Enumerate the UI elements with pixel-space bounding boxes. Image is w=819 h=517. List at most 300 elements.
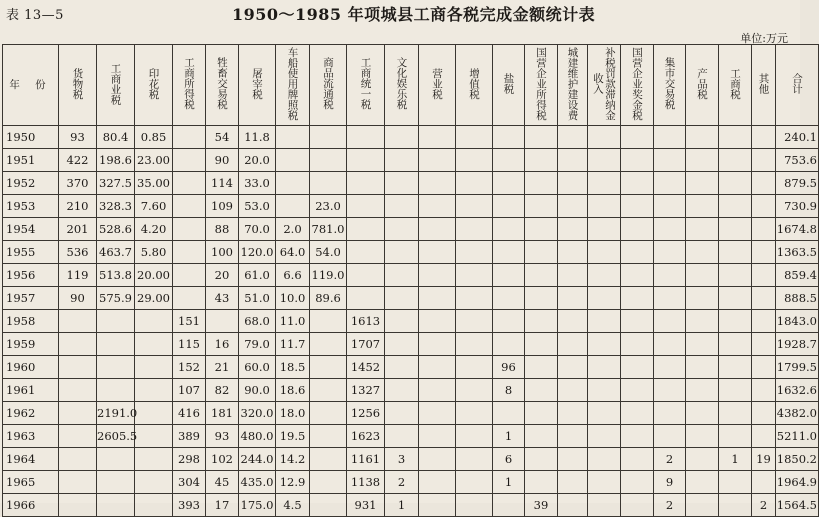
value-cell-bushui [588, 195, 621, 218]
value-cell-yan: 6 [493, 448, 525, 471]
total-cell: 4382.0 [776, 402, 819, 425]
table-row [3, 310, 819, 333]
value-cell-bushui [588, 126, 621, 149]
value-cell-bushui [588, 333, 621, 356]
value-cell-gongshang-suode [173, 126, 206, 149]
value-cell-huowu: 201 [59, 218, 97, 241]
value-cell-wenhua-yule: 3 [385, 448, 419, 471]
value-cell-chengjian [558, 471, 588, 494]
year-cell: 1958 [3, 310, 59, 333]
value-cell-guoying-jiangjin [621, 310, 654, 333]
value-cell-shangpin-liutong [310, 333, 347, 356]
value-cell-zengzhi [456, 149, 493, 172]
value-cell-yingye [419, 310, 456, 333]
value-cell-gongshangye: 463.7 [97, 241, 135, 264]
total-cell: 240.1 [776, 126, 819, 149]
value-cell-bushui [588, 287, 621, 310]
value-cell-qita: 2 [752, 494, 776, 517]
year-cell: 1953 [3, 195, 59, 218]
value-cell-yan [493, 333, 525, 356]
value-cell-guoying-jiangjin [621, 379, 654, 402]
value-cell-chengjian [558, 195, 588, 218]
value-cell-jishi-jiaoyi [654, 402, 686, 425]
value-cell-zengzhi [456, 356, 493, 379]
value-cell-chengjian [558, 356, 588, 379]
value-cell-tuzai: 79.0 [239, 333, 276, 356]
value-cell-shangpin-liutong: 119.0 [310, 264, 347, 287]
value-cell-gongshang [719, 264, 752, 287]
value-cell-gongshang-suode [173, 264, 206, 287]
value-cell-huowu: 422 [59, 149, 97, 172]
value-cell-zengzhi [456, 448, 493, 471]
value-cell-chanpin [686, 149, 719, 172]
value-cell-yingye [419, 494, 456, 517]
value-cell-yingye [419, 218, 456, 241]
column-header-label: 文化娱乐税 [395, 57, 408, 110]
value-cell-chengjian [558, 126, 588, 149]
value-cell-qita [752, 356, 776, 379]
year-cell: 1959 [3, 333, 59, 356]
value-cell-yinhua: 23.00 [135, 149, 173, 172]
value-cell-chengjian [558, 425, 588, 448]
value-cell-yinhua [135, 310, 173, 333]
value-cell-guoying-suode [525, 241, 558, 264]
column-header-label: 增值税 [468, 67, 480, 100]
table-row [3, 218, 819, 241]
table-row [3, 402, 819, 425]
value-cell-yinhua: 29.00 [135, 287, 173, 310]
column-header-label: 车船使用牌照税 [286, 46, 299, 121]
value-cell-gongshang-suode: 389 [173, 425, 206, 448]
value-cell-yinhua [135, 356, 173, 379]
value-cell-shangpin-liutong: 781.0 [310, 218, 347, 241]
value-cell-yingye [419, 402, 456, 425]
value-cell-huowu: 90 [59, 287, 97, 310]
value-cell-gongshang-suode [173, 149, 206, 172]
value-cell-yingye [419, 241, 456, 264]
year-cell: 1954 [3, 218, 59, 241]
value-cell-chanpin [686, 448, 719, 471]
value-cell-chanpin [686, 172, 719, 195]
value-cell-chechuan: 6.6 [276, 264, 310, 287]
column-header-label: 工商所得税 [183, 57, 195, 110]
value-cell-gongshang [719, 172, 752, 195]
year-cell: 1956 [3, 264, 59, 287]
value-cell-guoying-jiangjin [621, 149, 654, 172]
column-header-label: 印花税 [147, 67, 160, 100]
value-cell-gongshang-tongyi [347, 149, 385, 172]
value-cell-guoying-suode [525, 126, 558, 149]
value-cell-chengjian [558, 287, 588, 310]
value-cell-qita [752, 333, 776, 356]
value-cell-yinhua [135, 402, 173, 425]
column-header-label: 商品流通税 [322, 57, 334, 110]
value-cell-chengjian [558, 333, 588, 356]
column-header-label: 营业税 [431, 67, 443, 100]
value-cell-jishi-jiaoyi: 2 [654, 448, 686, 471]
value-cell-gongshangye: 528.6 [97, 218, 135, 241]
value-cell-gongshang-tongyi [347, 126, 385, 149]
year-cell: 1960 [3, 356, 59, 379]
value-cell-guoying-suode [525, 425, 558, 448]
value-cell-shangpin-liutong [310, 448, 347, 471]
value-cell-chanpin [686, 471, 719, 494]
value-cell-yan [493, 149, 525, 172]
value-cell-jishi-jiaoyi [654, 241, 686, 264]
value-cell-shengchu-jiaoyi: 17 [206, 494, 239, 517]
table-row [3, 195, 819, 218]
value-cell-yinhua: 0.85 [135, 126, 173, 149]
column-header-label: 工商税 [729, 67, 741, 100]
value-cell-jishi-jiaoyi: 2 [654, 494, 686, 517]
value-cell-chanpin [686, 195, 719, 218]
total-cell: 888.5 [776, 287, 819, 310]
value-cell-guoying-jiangjin [621, 471, 654, 494]
value-cell-wenhua-yule [385, 402, 419, 425]
value-cell-shangpin-liutong [310, 126, 347, 149]
value-cell-chanpin [686, 126, 719, 149]
value-cell-gongshangye: 198.6 [97, 149, 135, 172]
value-cell-guoying-suode: 39 [525, 494, 558, 517]
value-cell-wenhua-yule [385, 218, 419, 241]
value-cell-yingye [419, 356, 456, 379]
value-cell-yingye [419, 448, 456, 471]
value-cell-gongshang [719, 310, 752, 333]
value-cell-qita [752, 172, 776, 195]
value-cell-gongshangye: 2191.0 [97, 402, 135, 425]
value-cell-jishi-jiaoyi [654, 264, 686, 287]
value-cell-huowu [59, 356, 97, 379]
value-cell-yingye [419, 172, 456, 195]
value-cell-qita [752, 310, 776, 333]
value-cell-huowu [59, 471, 97, 494]
value-cell-yan [493, 241, 525, 264]
column-header-chanpin [686, 45, 719, 126]
value-cell-gongshang-tongyi: 1707 [347, 333, 385, 356]
value-cell-chechuan: 12.9 [276, 471, 310, 494]
value-cell-yingye [419, 333, 456, 356]
value-cell-yan [493, 218, 525, 241]
value-cell-wenhua-yule [385, 264, 419, 287]
value-cell-chengjian [558, 218, 588, 241]
year-cell: 1951 [3, 149, 59, 172]
table-body [3, 126, 819, 517]
value-cell-guoying-suode [525, 333, 558, 356]
value-cell-shengchu-jiaoyi: 21 [206, 356, 239, 379]
value-cell-gongshang-tongyi: 1452 [347, 356, 385, 379]
value-cell-gongshang-tongyi: 931 [347, 494, 385, 517]
value-cell-yingye [419, 126, 456, 149]
value-cell-tuzai: 33.0 [239, 172, 276, 195]
value-cell-gongshang-suode: 304 [173, 471, 206, 494]
value-cell-zengzhi [456, 494, 493, 517]
table-row [3, 471, 819, 494]
column-header-label: 国营企业奖金税 [631, 46, 643, 121]
column-header-zengzhi [456, 45, 493, 126]
value-cell-tuzai: 90.0 [239, 379, 276, 402]
total-cell: 1850.2 [776, 448, 819, 471]
value-cell-yan [493, 126, 525, 149]
year-cell: 1965 [3, 471, 59, 494]
value-cell-chechuan: 2.0 [276, 218, 310, 241]
year-cell: 1963 [3, 425, 59, 448]
value-cell-gongshangye [97, 310, 135, 333]
value-cell-huowu: 370 [59, 172, 97, 195]
value-cell-yinhua: 4.20 [135, 218, 173, 241]
value-cell-zengzhi [456, 264, 493, 287]
value-cell-shengchu-jiaoyi: 114 [206, 172, 239, 195]
value-cell-huowu: 119 [59, 264, 97, 287]
value-cell-gongshang [719, 195, 752, 218]
value-cell-shangpin-liutong [310, 310, 347, 333]
value-cell-wenhua-yule [385, 287, 419, 310]
value-cell-yan [493, 494, 525, 517]
column-header-shangpin-liutong [310, 45, 347, 126]
page-title: 1950～1985 年项城县工商各税完成金额统计表 [232, 5, 596, 24]
value-cell-guoying-jiangjin [621, 218, 654, 241]
value-cell-guoying-suode [525, 402, 558, 425]
value-cell-shengchu-jiaoyi: 93 [206, 425, 239, 448]
value-cell-guoying-suode [525, 448, 558, 471]
value-cell-wenhua-yule [385, 149, 419, 172]
value-cell-chechuan [276, 172, 310, 195]
value-cell-huowu [59, 448, 97, 471]
table-row [3, 333, 819, 356]
value-cell-gongshang-suode [173, 195, 206, 218]
value-cell-guoying-suode [525, 218, 558, 241]
value-cell-chechuan: 64.0 [276, 241, 310, 264]
column-header-tuzai [239, 45, 276, 126]
value-cell-huowu [59, 494, 97, 517]
table-row [3, 149, 819, 172]
value-cell-shengchu-jiaoyi: 181 [206, 402, 239, 425]
value-cell-tuzai: 120.0 [239, 241, 276, 264]
column-header-chechuan [276, 45, 310, 126]
value-cell-tuzai: 320.0 [239, 402, 276, 425]
column-header-wenhua-yule [385, 45, 419, 126]
value-cell-zengzhi [456, 333, 493, 356]
value-cell-bushui [588, 264, 621, 287]
value-cell-yingye [419, 195, 456, 218]
value-cell-guoying-suode [525, 264, 558, 287]
table-row [3, 264, 819, 287]
value-cell-guoying-jiangjin [621, 195, 654, 218]
value-cell-gongshang-suode: 107 [173, 379, 206, 402]
value-cell-yinhua: 35.00 [135, 172, 173, 195]
value-cell-yingye [419, 149, 456, 172]
value-cell-gongshangye: 575.9 [97, 287, 135, 310]
value-cell-guoying-suode [525, 195, 558, 218]
value-cell-gongshangye [97, 471, 135, 494]
value-cell-guoying-jiangjin [621, 172, 654, 195]
value-cell-huowu [59, 379, 97, 402]
value-cell-yinhua [135, 448, 173, 471]
value-cell-jishi-jiaoyi [654, 218, 686, 241]
value-cell-shangpin-liutong [310, 172, 347, 195]
value-cell-guoying-jiangjin [621, 356, 654, 379]
value-cell-shangpin-liutong: 54.0 [310, 241, 347, 264]
table-row [3, 287, 819, 310]
value-cell-tuzai: 53.0 [239, 195, 276, 218]
value-cell-yinhua [135, 333, 173, 356]
value-cell-bushui [588, 241, 621, 264]
value-cell-chechuan: 18.6 [276, 379, 310, 402]
value-cell-guoying-suode [525, 310, 558, 333]
value-cell-guoying-suode [525, 149, 558, 172]
value-cell-gongshangye: 2605.5 [97, 425, 135, 448]
table-row [3, 379, 819, 402]
value-cell-chechuan: 14.2 [276, 448, 310, 471]
column-header-heji [776, 45, 819, 126]
value-cell-gongshang-tongyi: 1138 [347, 471, 385, 494]
value-cell-jishi-jiaoyi [654, 310, 686, 333]
value-cell-gongshang: 1 [719, 448, 752, 471]
value-cell-gongshang-suode: 393 [173, 494, 206, 517]
value-cell-jishi-jiaoyi [654, 149, 686, 172]
value-cell-shengchu-jiaoyi: 82 [206, 379, 239, 402]
value-cell-gongshang-suode: 152 [173, 356, 206, 379]
year-cell: 1961 [3, 379, 59, 402]
value-cell-gongshang [719, 425, 752, 448]
value-cell-bushui [588, 379, 621, 402]
value-cell-gongshangye [97, 379, 135, 402]
column-header-year [3, 45, 59, 126]
value-cell-guoying-jiangjin [621, 494, 654, 517]
total-cell: 753.6 [776, 149, 819, 172]
value-cell-shengchu-jiaoyi [206, 310, 239, 333]
total-cell: 1964.9 [776, 471, 819, 494]
column-header-label: 盐税 [502, 73, 515, 94]
column-header-label: 其他 [757, 73, 770, 94]
value-cell-chanpin [686, 310, 719, 333]
value-cell-huowu: 536 [59, 241, 97, 264]
year-cell: 1964 [3, 448, 59, 471]
value-cell-guoying-jiangjin [621, 448, 654, 471]
value-cell-chanpin [686, 241, 719, 264]
value-cell-wenhua-yule: 1 [385, 494, 419, 517]
value-cell-gongshang-tongyi [347, 287, 385, 310]
value-cell-bushui [588, 149, 621, 172]
year-cell: 1955 [3, 241, 59, 264]
value-cell-yinhua: 5.80 [135, 241, 173, 264]
value-cell-jishi-jiaoyi [654, 333, 686, 356]
value-cell-guoying-jiangjin [621, 425, 654, 448]
value-cell-gongshangye [97, 448, 135, 471]
value-cell-yinhua [135, 379, 173, 402]
value-cell-gongshang [719, 333, 752, 356]
value-cell-gongshangye: 513.8 [97, 264, 135, 287]
year-cell: 1957 [3, 287, 59, 310]
value-cell-chechuan: 11.7 [276, 333, 310, 356]
value-cell-chechuan: 10.0 [276, 287, 310, 310]
value-cell-wenhua-yule [385, 379, 419, 402]
total-cell: 1674.8 [776, 218, 819, 241]
value-cell-jishi-jiaoyi [654, 195, 686, 218]
column-header-chengjian [558, 45, 588, 126]
column-header-yan [493, 45, 525, 126]
value-cell-guoying-suode [525, 287, 558, 310]
value-cell-guoying-jiangjin [621, 333, 654, 356]
value-cell-tuzai: 480.0 [239, 425, 276, 448]
value-cell-shengchu-jiaoyi: 100 [206, 241, 239, 264]
value-cell-gongshang-suode: 151 [173, 310, 206, 333]
column-header-qita [752, 45, 776, 126]
value-cell-gongshang [719, 379, 752, 402]
value-cell-wenhua-yule [385, 310, 419, 333]
total-cell: 1363.5 [776, 241, 819, 264]
value-cell-shengchu-jiaoyi: 43 [206, 287, 239, 310]
value-cell-yingye [419, 471, 456, 494]
value-cell-chanpin [686, 264, 719, 287]
value-cell-gongshang-tongyi [347, 172, 385, 195]
value-cell-gongshang-tongyi [347, 241, 385, 264]
value-cell-chechuan: 19.5 [276, 425, 310, 448]
value-cell-gongshang [719, 241, 752, 264]
value-cell-gongshang-tongyi: 1623 [347, 425, 385, 448]
value-cell-gongshang-suode: 115 [173, 333, 206, 356]
year-cell: 1952 [3, 172, 59, 195]
value-cell-guoying-jiangjin [621, 126, 654, 149]
total-cell: 1564.5 [776, 494, 819, 517]
value-cell-qita [752, 402, 776, 425]
value-cell-gongshangye: 328.3 [97, 195, 135, 218]
value-cell-bushui [588, 448, 621, 471]
value-cell-shangpin-liutong [310, 402, 347, 425]
value-cell-chanpin [686, 287, 719, 310]
value-cell-gongshangye: 327.5 [97, 172, 135, 195]
value-cell-yan [493, 402, 525, 425]
value-cell-gongshang-tongyi: 1613 [347, 310, 385, 333]
value-cell-shangpin-liutong: 89.6 [310, 287, 347, 310]
table-row [3, 448, 819, 471]
value-cell-guoying-jiangjin [621, 264, 654, 287]
column-header-yinhua [135, 45, 173, 126]
value-cell-tuzai: 60.0 [239, 356, 276, 379]
table-row [3, 126, 819, 149]
value-cell-chengjian [558, 172, 588, 195]
value-cell-shangpin-liutong: 23.0 [310, 195, 347, 218]
value-cell-gongshangye [97, 494, 135, 517]
value-cell-yan: 8 [493, 379, 525, 402]
value-cell-gongshang-tongyi [347, 264, 385, 287]
total-cell: 1843.0 [776, 310, 819, 333]
value-cell-zengzhi [456, 402, 493, 425]
value-cell-gongshang-suode [173, 218, 206, 241]
value-cell-chechuan: 4.5 [276, 494, 310, 517]
value-cell-huowu [59, 333, 97, 356]
value-cell-tuzai: 51.0 [239, 287, 276, 310]
total-cell: 1928.7 [776, 333, 819, 356]
value-cell-bushui [588, 402, 621, 425]
column-header-gongshang-tongyi [347, 45, 385, 126]
column-header-gongshang [719, 45, 752, 126]
value-cell-shengchu-jiaoyi: 20 [206, 264, 239, 287]
value-cell-guoying-jiangjin [621, 402, 654, 425]
value-cell-tuzai: 70.0 [239, 218, 276, 241]
table-row [3, 425, 819, 448]
value-cell-bushui [588, 310, 621, 333]
value-cell-gongshang [719, 287, 752, 310]
value-cell-yan [493, 287, 525, 310]
column-header-label: 产品税 [696, 67, 708, 100]
value-cell-shengchu-jiaoyi: 54 [206, 126, 239, 149]
value-cell-wenhua-yule [385, 195, 419, 218]
value-cell-gongshang [719, 402, 752, 425]
value-cell-yingye [419, 287, 456, 310]
value-cell-gongshang [719, 471, 752, 494]
column-header-label: 城建维护建设费 [566, 46, 579, 121]
value-cell-gongshang-tongyi: 1161 [347, 448, 385, 471]
